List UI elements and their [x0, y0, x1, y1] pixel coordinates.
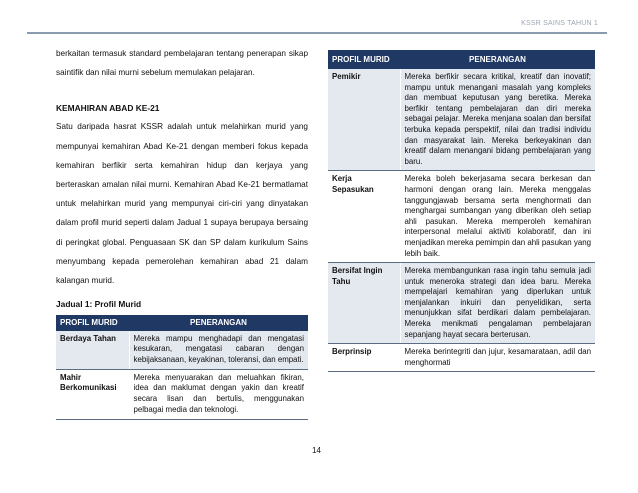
table-row — [328, 344, 595, 372]
body-paragraph: Satu daripada hasrat KSSR adalah untuk melahirkan murid yang mempunyai kemahiran Abad Ke-21 dengan memberi fokus kepada kemahiran berfikir serta kemahiran hidup dan kerjaya yang berteraskan amalan nilai murni. Kemahiran Abad Ke-21 bermatlamat untuk melahirkan murid yang mempunyai ciri-ciri yang dinyatakan dalam profil murid seperti dalam Jadual 1 supaya berupaya bersaing di peringkat global. Penguasaan SK dan SP dalam kurikulum Sains menyumbang kepada pemerolehan kemahiran abad 21 dalam kalangan murid. — [56, 122, 308, 286]
table-row — [328, 171, 595, 263]
column-header-description: PENERANGAN — [400, 50, 595, 69]
profile-table-left — [56, 315, 308, 420]
profile-description: Mereka boleh bekerjasama secara berkesan dan harmoni dengan orang lain. Mereka menggalas tanggungjawab bersama serta menghormati dan menghargai sumbangan yang diberikan oleh setiap ahli pasukan. Mereka memperoleh kemahiran interpersonal melalui aktiviti kolaboratif, dan ini menjadikan mereka pemimpin dan ahli pasukan yang lebih baik. — [400, 171, 595, 263]
profile-name: Berdaya Tahan — [56, 331, 129, 370]
table-row — [328, 263, 595, 344]
header-rule — [27, 32, 607, 34]
section-heading: KEMAHIRAN ABAD KE-21 — [56, 103, 160, 113]
profile-description: Mereka berintegriti dan jujur, kesamarataan, adil dan menghormati — [400, 344, 595, 372]
profile-table-right — [328, 50, 595, 372]
profile-name: Berprinsip — [328, 344, 400, 372]
table-header-row — [328, 50, 595, 69]
profile-description: Mereka menyuarakan dan meluahkan fikiran, idea dan maklumat dengan yakin dan kreatif secara lisan dan bertulis, menggunakan pelbagai media dan teknologi. — [129, 369, 308, 419]
profile-name: Mahir Berkomunikasi — [56, 369, 129, 419]
profile-name: Pemikir — [328, 69, 400, 171]
table-row — [328, 69, 595, 171]
profile-name: Bersifat Ingin Tahu — [328, 263, 400, 344]
column-header-profile: PROFIL MURID — [328, 50, 400, 69]
profile-description: Mereka membangunkan rasa ingin tahu semula jadi untuk meneroka strategi dan idea baru. Mereka mempelajari kemahiran yang diperlukan untuk menjalankan inkuiri dan penyelidikan, serta menunjukkan sifat berdikari dalam pembelajaran. Mereka menikmati pengalaman pembelajaran sepanjang hayat secara berterusan. — [400, 263, 595, 344]
table-header-row — [56, 315, 308, 331]
profile-description: Mereka mampu menghadapi dan mengatasi kesukaran, mengatasi cabaran dengan kebijaksanaan, keyakinan, toleransi, dan empati. — [129, 331, 308, 370]
page-number: 14 — [312, 446, 321, 455]
left-column — [56, 44, 308, 420]
intro-paragraph: berkaitan termasuk standard pembelajaran tentang penerapan sikap saintifik dan nilai murni sebelum memulakan pelajaran. — [56, 49, 308, 77]
table-row — [56, 331, 308, 370]
running-header: KSSR SAINS TAHUN 1 — [521, 20, 598, 27]
right-column — [328, 50, 595, 372]
profile-description: Mereka berfikir secara kritikal, kreatif dan inovatif; mampu untuk menangani masalah yang kompleks dan membuat keputusan yang beretika. Mereka berfikir tentang pembelajaran dan diri mereka sebagai pelajar. Mereka menjana soalan dan bersifat terbuka kepada perspektif, nilai dan tradisi individu dan masyarakat lain. Mereka berkeyakinan dan kreatif dalam menangani bidang pembelajaran yang baru. — [400, 69, 595, 171]
column-header-description: PENERANGAN — [129, 315, 308, 331]
column-header-profile: PROFIL MURID — [56, 315, 129, 331]
profile-name: Kerja Sepasukan — [328, 171, 400, 263]
table-caption: Jadual 1: Profil Murid — [56, 299, 142, 310]
table-row — [56, 369, 308, 419]
